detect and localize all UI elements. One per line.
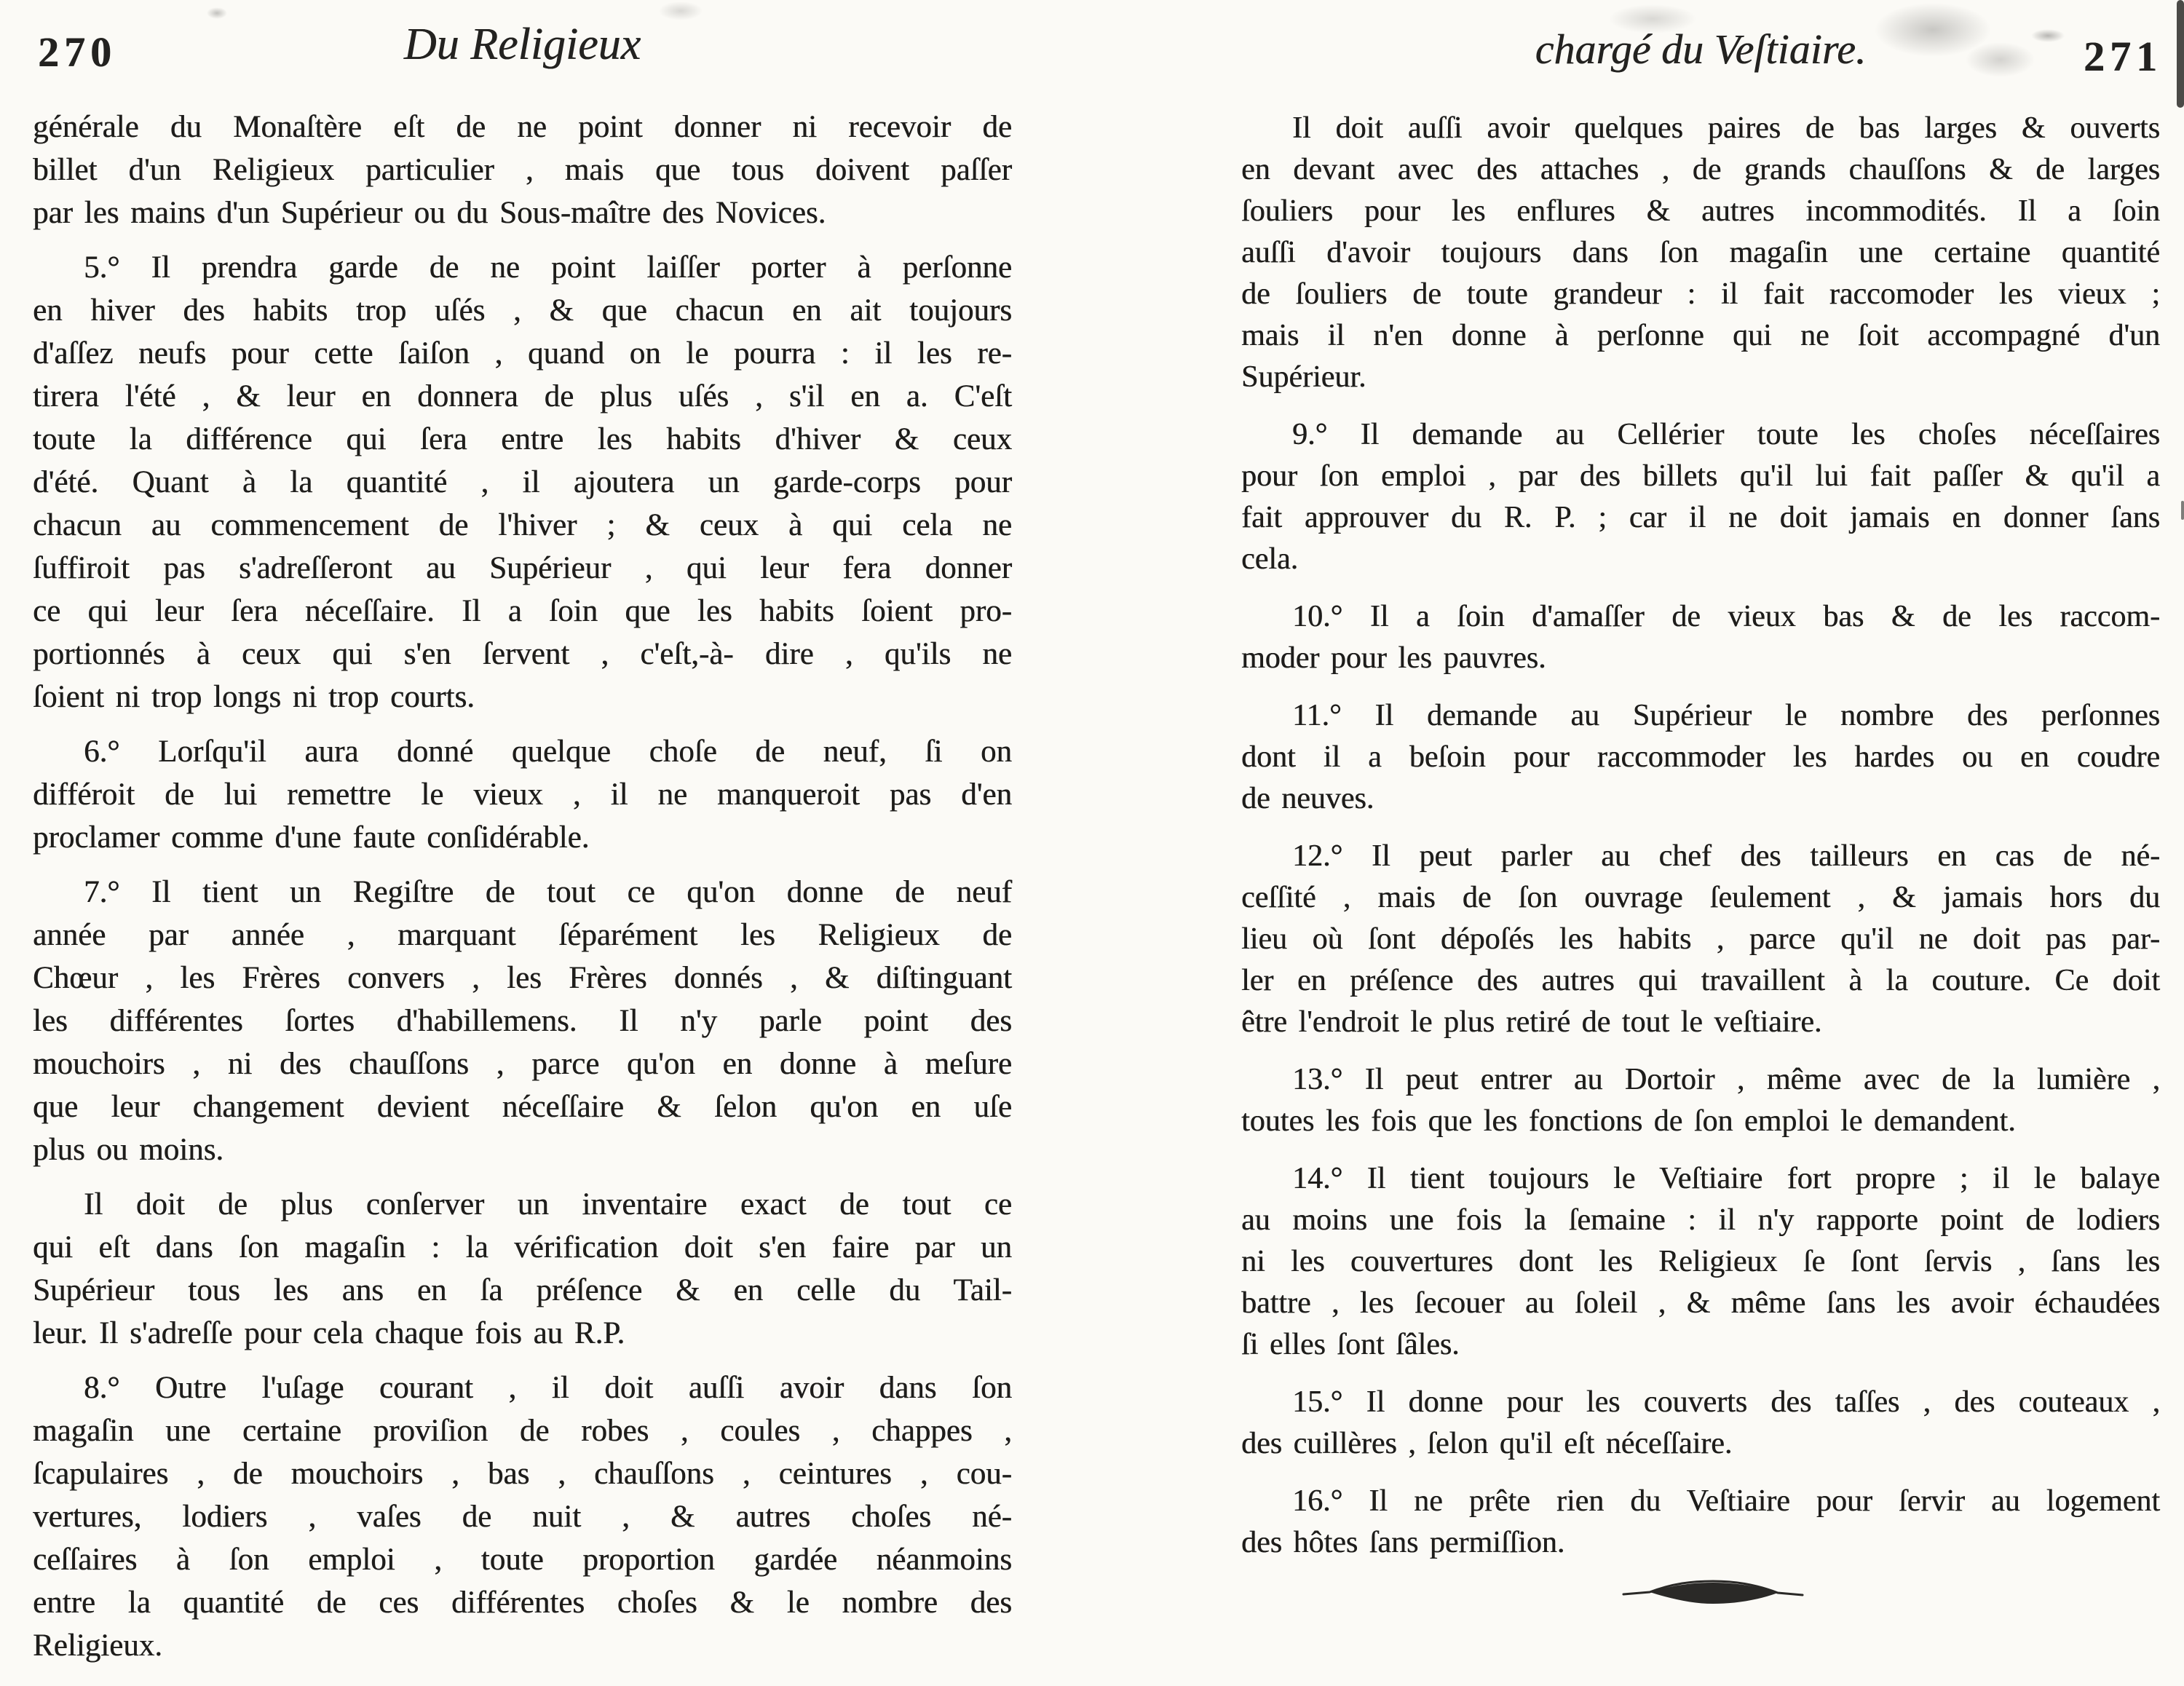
- text-line: ſoient ni trop longs ni trop courts.: [33, 680, 475, 714]
- text-line: des hôtes ſans permiſſion.: [1241, 1526, 1565, 1559]
- text-line: toutes les fois que les fonctions de ſon emploi le demandent.: [1241, 1104, 2016, 1138]
- text-line: ſouliers pour les enflures & autres incommodités. Il a ſoin: [1241, 194, 2160, 228]
- text-line: ceſſité , mais de ſon ouvrage ſeulement , & jamais hors du: [1241, 881, 2160, 914]
- text-line: mouchoirs , ni des chauſſons , parce qu'on en donne à meſure: [33, 1047, 1012, 1081]
- text-line: 7.° Il tient un Regiſtre de tout ce qu'on donne de neuf: [84, 875, 1012, 909]
- paragraph: [1241, 1382, 2160, 1465]
- text-line: ſcapulaires , de mouchoirs , bas , chauſſons , ceintures , cou-: [33, 1457, 1012, 1491]
- paragraph: [1241, 596, 2160, 679]
- end-ornament-spindle-rule-icon: [1622, 1578, 1804, 1609]
- text-line: Il doit de plus conſerver un inventaire exact de tout ce: [84, 1187, 1012, 1222]
- text-line: tirera l'été , & leur en donnera de plus uſés , s'il en a. C'eſt: [33, 379, 1012, 413]
- ink-smudge: [659, 1, 703, 20]
- text-line: 13.° Il peut entrer au Dortoir , même avec de la lumière ,: [1292, 1063, 2160, 1096]
- paragraph: [1241, 1059, 2160, 1142]
- text-line: Supérieur.: [1241, 360, 1366, 394]
- page-number-left: 270: [38, 28, 116, 76]
- text-line: année par année , marquant ſéparément les Religieux de: [33, 918, 1012, 952]
- text-line: au moins une fois la ſemaine : il n'y rapporte point de lodiers: [1241, 1203, 2160, 1237]
- text-line: les différentes ſortes d'habillemens. Il n'y parle point des: [33, 1004, 1012, 1038]
- text-line: d'été. Quant à la quantité , il ajoutera un garde-corps pour: [33, 465, 1012, 499]
- text-line: ce qui leur ſera néceſſaire. Il a ſoin que les habits ſoient pro-: [33, 594, 1012, 628]
- text-line: dont il a beſoin pour raccommoder les hardes ou en coudre: [1241, 740, 2160, 774]
- text-line: moder pour les pauvres.: [1241, 641, 1546, 675]
- text-line: que leur changement devient néceſſaire & ſelon qu'on en uſe: [33, 1090, 1012, 1124]
- paragraph: [33, 871, 1012, 1171]
- paragraph: [1241, 695, 2160, 820]
- text-line: ſuffiroit pas s'adreſſeront au Supérieur , qui leur fera donner: [33, 551, 1012, 585]
- text-line: toute la différence qui ſera entre les habits d'hiver & ceux: [33, 422, 1012, 456]
- text-line: 10.° Il a ſoin d'amaſſer de vieux bas & de les raccom-: [1292, 600, 2160, 633]
- ink-smudge: [207, 7, 227, 19]
- text-line: portionnés à ceux qui s'en ſervent , c'eſt,-à- dire , qu'ils ne: [33, 637, 1012, 671]
- text-line: auſſi d'avoir toujours dans ſon magaſin une certaine quantité: [1241, 236, 2160, 269]
- text-line: 16.° Il ne prête rien du Veſtiaire pour ſervir au logement: [1292, 1484, 2160, 1518]
- text-line: billet d'un Religieux particulier , mais que tous doivent paſſer: [33, 153, 1012, 187]
- running-title-right: chargé du Veſtiaire.: [1535, 25, 1867, 73]
- text-line: être l'endroit le plus retiré de tout le veſtiaire.: [1241, 1005, 1822, 1039]
- paragraph: [1241, 414, 2160, 580]
- text-line: de ſouliers de toute grandeur : il fait raccomoder les vieux ;: [1241, 277, 2160, 311]
- text-line: fait approuver du R. P. ; car il ne doit jamais en donner ſans: [1241, 501, 2160, 534]
- text-line: d'aſſez neufs pour cette ſaiſon , quand on le pourra : il les re-: [33, 336, 1012, 371]
- text-line: proclamer comme d'une faute conſidérable.: [33, 820, 590, 855]
- text-line: cela.: [1241, 542, 1299, 576]
- paragraph: [33, 730, 1012, 859]
- text-line: différoit de lui remettre le vieux , il ne manqueroit pas d'en: [33, 777, 1012, 812]
- text-line: en hiver des habits trop uſés , & que chacun en ait toujours: [33, 293, 1012, 328]
- text-line: magaſin une certaine proviſion de robes , coules , chappes ,: [33, 1414, 1012, 1448]
- paragraph: [1241, 1158, 2160, 1366]
- text-line: par les mains d'un Supérieur ou du Sous-maître des Novices.: [33, 196, 826, 230]
- text-line: 11.° Il demande au Supérieur le nombre des perſonnes: [1292, 699, 2160, 732]
- text-line: 6.° Lorſqu'il aura donné quelque choſe de neuf, ſi on: [84, 735, 1012, 769]
- scan-edge-mark: [2177, 0, 2184, 108]
- text-line: 15.° Il donne pour les couverts des taſſes , des couteaux ,: [1292, 1385, 2160, 1419]
- text-line: générale du Monaſtère eſt de ne point donner ni recevoir de: [33, 110, 1012, 144]
- text-line: ceſſaires à ſon emploi , toute proportion gardée néanmoins: [33, 1543, 1012, 1577]
- text-line: Chœur , les Frères convers , les Frères donnés , & diſtinguant: [33, 961, 1012, 995]
- text-line: ſi elles ſont ſâles.: [1241, 1328, 1460, 1361]
- text-line: de neuves.: [1241, 782, 1374, 815]
- page-number-right: 271: [2084, 33, 2162, 80]
- text-line: Il doit auſſi avoir quelques paires de bas larges & ouverts: [1292, 111, 2160, 145]
- paragraph: [1241, 836, 2160, 1043]
- right-page-text-column: [1241, 108, 2160, 1564]
- text-line: 5.° Il prendra garde de ne point laiſſer porter à perſonne: [84, 250, 1012, 285]
- text-line: qui eſt dans ſon magaſin : la vérification doit s'en faire par un: [33, 1230, 1012, 1264]
- text-line: plus ou moins.: [33, 1133, 224, 1167]
- text-line: 12.° Il peut parler au chef des tailleurs en cas de né-: [1292, 839, 2160, 873]
- text-line: 8.° Outre l'uſage courant , il doit auſſi avoir dans ſon: [84, 1371, 1012, 1405]
- paragraph: [33, 1183, 1012, 1355]
- text-line: 14.° Il tient toujours le Veſtiaire fort propre ; il le balaye: [1292, 1162, 2160, 1195]
- paragraph: [1241, 108, 2160, 398]
- paragraph: [1241, 1481, 2160, 1564]
- text-line: ler en préſence des autres qui travaillent à la couture. Ce doit: [1241, 964, 2160, 997]
- text-line: Supérieur tous les ans en ſa préſence & en celle du Tail-: [33, 1273, 1012, 1307]
- text-line: lieu où ſont dépoſés les habits , parce qu'il ne doit pas par-: [1241, 922, 2160, 956]
- running-title-left: Du Religieux: [403, 20, 641, 69]
- text-line: mais il n'en donne à perſonne qui ne ſoit accompagné d'un: [1241, 319, 2160, 352]
- text-line: pour ſon emploi , par des billets qu'il lui fait paſſer & qu'il a: [1241, 459, 2160, 493]
- paragraph: [33, 1366, 1012, 1667]
- text-line: leur. Il s'adreſſe pour cela chaque fois au R.P.: [33, 1316, 625, 1350]
- text-line: battre , les ſecouer au ſoleil , & même ſans les avoir échaudées: [1241, 1286, 2160, 1320]
- left-page-text-column: [33, 106, 1012, 1667]
- text-line: en devant avec des attaches , de grands chauſſons & de larges: [1241, 153, 2160, 186]
- scan-edge-mark: [2181, 501, 2184, 520]
- text-line: chacun au commencement de l'hiver ; & ceux à qui cela ne: [33, 508, 1012, 542]
- text-line: vertures, lodiers , vaſes de nuit , & autres choſes né-: [33, 1500, 1012, 1534]
- paragraph: [33, 246, 1012, 719]
- text-line: ni les couvertures dont les Religieux ſe ſont ſervis , ſans les: [1241, 1245, 2160, 1278]
- text-line: des cuillères , ſelon qu'il eſt néceſſaire.: [1241, 1427, 1733, 1460]
- text-line: Religieux.: [33, 1628, 162, 1663]
- text-line: entre la quantité de ces différentes choſes & le nombre des: [33, 1586, 1012, 1620]
- paragraph: [33, 106, 1012, 234]
- text-line: 9.° Il demande au Cellérier toute les choſes néceſſaires: [1292, 418, 2160, 451]
